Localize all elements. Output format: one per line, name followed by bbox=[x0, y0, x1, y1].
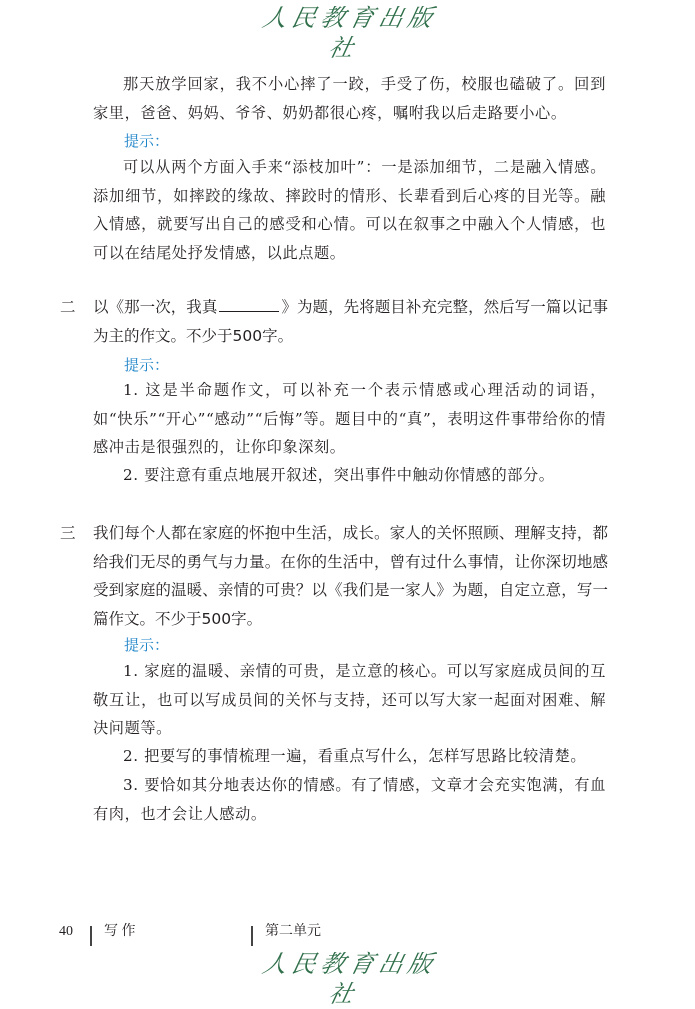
hint-label: 提示： bbox=[124, 132, 170, 150]
publisher-logo-bottom: 人民教育出版社 bbox=[260, 950, 440, 1008]
hint-item: 1. 这是半命题作文，可以补充一个表示情感或心理活动的词语，如“快乐”“开心”“感动”“后悔”等。题目中的“真”，表明这件事带给你的情感冲击是很强烈的，让你印象深刻。 bbox=[93, 381, 606, 456]
question-text bbox=[93, 293, 608, 350]
question-number: 三 bbox=[60, 524, 76, 542]
hint-label: 提示： bbox=[124, 636, 170, 654]
publisher-logo-top: 人民教育出版社 bbox=[260, 4, 440, 62]
footer-section: 写 作 bbox=[104, 924, 136, 939]
question-text-part: 》为题，先将题目补充完整，然后写一篇以记事为主的作文。不少于500字。 bbox=[93, 298, 608, 345]
fill-in-blank bbox=[219, 297, 279, 312]
question-text-part: 以《那一次，我真 bbox=[93, 298, 218, 316]
page-number: 40 bbox=[59, 924, 73, 939]
footer-divider bbox=[251, 926, 253, 946]
hint-item: 1. 家庭的温暖、亲情的可贵，是立意的核心。可以写家庭成员间的互敬互让，也可以写成员间的关怀与支持，还可以写大家一起面对困难、解决问题等。 bbox=[93, 662, 606, 737]
footer-unit: 第二单元 bbox=[265, 924, 321, 939]
footer-divider bbox=[90, 926, 92, 946]
question-text: 我们每个人都在家庭的怀抱中生活，成长。家人的关怀照顾、理解支持，都给我们无尽的勇气与力量。在你的生活中，曾有过什么事情，让你深切地感受到家庭的温暖、亲情的可贵？以《我们是一家人》为题，自定立意，写一篇作文。不少于500字。 bbox=[93, 524, 608, 628]
hint-item: 3. 要恰如其分地表达你的情感。有了情感，文章才会充实饱满，有血有肉，也才会让人感动。 bbox=[93, 776, 606, 823]
example-paragraph: 那天放学回家，我不小心摔了一跤，手受了伤，校服也磕破了。回到家里，爸爸、妈妈、爷爷、奶奶都很心疼，嘱咐我以后走路要小心。 bbox=[93, 75, 606, 122]
hint-text: 可以从两个方面入手来“添枝加叶”：一是添加细节，二是融入情感。添加细节，如摔跤的缘故、摔跤时的情形、长辈看到后心疼的目光等。融入情感，就要写出自己的感受和心情。可以在叙事之中融入个人情感，也可以在结尾处抒发情感，以此点题。 bbox=[93, 158, 606, 262]
hint-item: 2. 要注意有重点地展开叙述，突出事件中触动你情感的部分。 bbox=[123, 466, 555, 484]
hint-label: 提示： bbox=[124, 356, 170, 374]
question-number: 二 bbox=[60, 298, 76, 316]
hint-item: 2. 把要写的事情梳理一遍，看重点写什么，怎样写思路比较清楚。 bbox=[123, 747, 587, 765]
